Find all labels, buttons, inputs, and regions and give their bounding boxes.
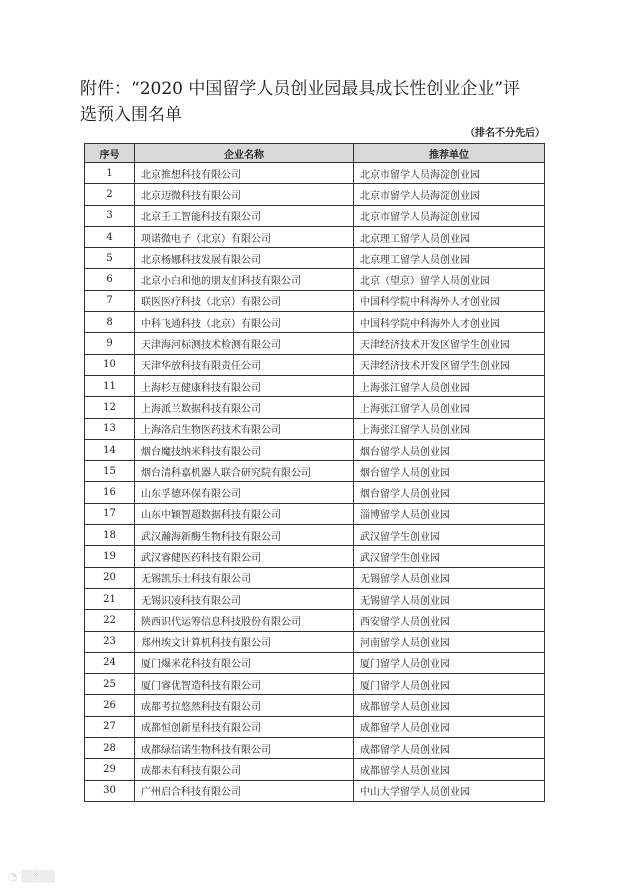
table-row (85, 248, 545, 269)
table-row (85, 546, 545, 567)
company-name: 北京小白和他的朋友们科技有限公司 (135, 269, 354, 290)
recommender: 中国科学院中科海外人才创业园 (354, 290, 545, 311)
recommender: 西安留学人员创业园 (354, 610, 545, 631)
table-row (85, 418, 545, 439)
row-seq: 28 (85, 738, 135, 759)
title-line-2: 选预入围名单 (80, 105, 182, 125)
table-row (85, 610, 545, 631)
row-seq: 20 (85, 567, 135, 588)
row-seq: 2 (85, 184, 135, 205)
row-seq: 12 (85, 397, 135, 418)
row-seq: 5 (85, 248, 135, 269)
table-row (85, 695, 545, 716)
company-name: 武汉睿健医药科技有限公司 (135, 546, 354, 567)
recommender: 北京市留学人员海淀创业园 (354, 184, 545, 205)
row-seq: 16 (85, 482, 135, 503)
recommender: 上海张江留学人员创业园 (354, 375, 545, 396)
row-seq: 6 (85, 269, 135, 290)
table-row (85, 290, 545, 311)
company-name: 厦门睿优智造科技有限公司 (135, 674, 354, 695)
recommender: 天津经济技术开发区留学生创业园 (354, 354, 545, 375)
row-seq: 25 (85, 674, 135, 695)
recommender: 成都留学人员创业园 (354, 738, 545, 759)
table-row (85, 631, 545, 652)
table-row (85, 525, 545, 546)
company-name: 陕西识代运筹信息科技股份有限公司 (135, 610, 354, 631)
row-seq: 17 (85, 503, 135, 524)
company-name: 北京杨娜科技发展有限公司 (135, 248, 354, 269)
company-name: 天津华放科技有限责任公司 (135, 354, 354, 375)
recommender: 厦门留学人员创业园 (354, 674, 545, 695)
company-name: 武汉瀚海新酶生物科技有限公司 (135, 525, 354, 546)
table-row (85, 503, 545, 524)
recommender: 烟台留学人员创业园 (354, 482, 545, 503)
recommender: 武汉留学生创业园 (354, 525, 545, 546)
title-line-1: 附件：“2020 中国留学人员创业园最具成长性创业企业”评 (80, 79, 521, 99)
recommender: 北京理工留学人员创业园 (354, 226, 545, 247)
company-name: 项诺微电子（北京）有限公司 (135, 226, 354, 247)
company-name: 天津海河标测技术检测有限公司 (135, 333, 354, 354)
table-row (85, 567, 545, 588)
table-row (85, 482, 545, 503)
company-name: 成都考拉悠然科技有限公司 (135, 695, 354, 716)
table-row (85, 652, 545, 673)
recommender: 上海张江留学人员创业园 (354, 418, 545, 439)
ranking-note: （排名不分先后） (465, 128, 545, 139)
row-seq: 8 (85, 312, 135, 333)
company-name: 山东中颖智超数据科技有限公司 (135, 503, 354, 524)
table-row (85, 397, 545, 418)
company-name: 烟台清科嘉机器人联合研究院有限公司 (135, 461, 354, 482)
table-row (85, 163, 545, 184)
row-seq: 1 (85, 163, 135, 184)
company-name: 中科飞通科技（北京）有限公司 (135, 312, 354, 333)
table-row (85, 205, 545, 226)
company-name: 无锡识凌科技有限公司 (135, 588, 354, 609)
recommender: 北京市留学人员海淀创业园 (354, 163, 545, 184)
company-name: 厦门爆米花科技有限公司 (135, 652, 354, 673)
recommender: 成都留学人员创业园 (354, 716, 545, 737)
table-row (85, 354, 545, 375)
header-seq: 序号 (85, 144, 135, 163)
row-seq: 7 (85, 290, 135, 311)
row-seq: 10 (85, 354, 135, 375)
company-name: 郑州埃文计算机科技有限公司 (135, 631, 354, 652)
header-company: 企业名称 (135, 144, 354, 163)
candidate-table (84, 143, 545, 802)
recommender: 烟台留学人员创业园 (354, 439, 545, 460)
company-name: 上海派兰数据科技有限公司 (135, 397, 354, 418)
table-row (85, 226, 545, 247)
table-row (85, 375, 545, 396)
table-row (85, 439, 545, 460)
recommender: 无锡留学人员创业园 (354, 588, 545, 609)
row-seq: 30 (85, 780, 135, 801)
company-name: 山东孚德环保有限公司 (135, 482, 354, 503)
table-row (85, 588, 545, 609)
recommender: 武汉留学生创业园 (354, 546, 545, 567)
recommender: 天津经济技术开发区留学生创业园 (354, 333, 545, 354)
company-name: 联医医疗科技（北京）有限公司 (135, 290, 354, 311)
row-seq: 21 (85, 588, 135, 609)
recommender: 成都留学人员创业园 (354, 759, 545, 780)
company-name: 北京推想科技有限公司 (135, 163, 354, 184)
row-seq: 24 (85, 652, 135, 673)
table-row (85, 312, 545, 333)
row-seq: 15 (85, 461, 135, 482)
row-seq: 19 (85, 546, 135, 567)
table-row (85, 184, 545, 205)
row-seq: 14 (85, 439, 135, 460)
table-row (85, 716, 545, 737)
recommender: 厦门留学人员创业园 (354, 652, 545, 673)
table-row (85, 674, 545, 695)
row-seq: 13 (85, 418, 135, 439)
row-seq: 23 (85, 631, 135, 652)
table-header-row (85, 144, 545, 163)
company-name: 广州启合科技有限公司 (135, 780, 354, 801)
document-title (80, 76, 560, 128)
row-seq: 29 (85, 759, 135, 780)
table-row (85, 780, 545, 801)
recommender: 北京市留学人员海淀创业园 (354, 205, 545, 226)
company-name: 成都未有科技有限公司 (135, 759, 354, 780)
table-row (85, 333, 545, 354)
table-row (85, 738, 545, 759)
row-seq: 11 (85, 375, 135, 396)
recommender: 北京理工留学人员创业园 (354, 248, 545, 269)
recommender: 河南留学人员创业园 (354, 631, 545, 652)
company-name: 无锡凯乐士科技有限公司 (135, 567, 354, 588)
recommender: 中国科学院中科海外人才创业园 (354, 312, 545, 333)
header-recommender: 推荐单位 (354, 144, 545, 163)
row-seq: 9 (85, 333, 135, 354)
row-seq: 22 (85, 610, 135, 631)
row-seq: 27 (85, 716, 135, 737)
watermark-logo: ◔ ▒▒▒▒ (8, 870, 55, 883)
table-row (85, 759, 545, 780)
row-seq: 26 (85, 695, 135, 716)
recommender: 成都留学人员创业园 (354, 695, 545, 716)
company-name: 烟台魔技纳米科技有限公司 (135, 439, 354, 460)
recommender: 上海张江留学人员创业园 (354, 397, 545, 418)
row-seq: 4 (85, 226, 135, 247)
company-name: 成都绿信诺生物科技有限公司 (135, 738, 354, 759)
recommender: 无锡留学人员创业园 (354, 567, 545, 588)
company-name: 北京迈微科技有限公司 (135, 184, 354, 205)
recommender: 淄博留学人员创业园 (354, 503, 545, 524)
company-name: 上海洛启生物医药技术有限公司 (135, 418, 354, 439)
company-name: 成都恒创新星科技有限公司 (135, 716, 354, 737)
company-name: 上海杉互健康科技有限公司 (135, 375, 354, 396)
row-seq: 3 (85, 205, 135, 226)
table-row (85, 269, 545, 290)
company-name: 北京壬工智能科技有限公司 (135, 205, 354, 226)
recommender: 中山大学留学人员创业园 (354, 780, 545, 801)
row-seq: 18 (85, 525, 135, 546)
table-row (85, 461, 545, 482)
recommender: 烟台留学人员创业园 (354, 461, 545, 482)
recommender: 北京（望京）留学人员创业园 (354, 269, 545, 290)
